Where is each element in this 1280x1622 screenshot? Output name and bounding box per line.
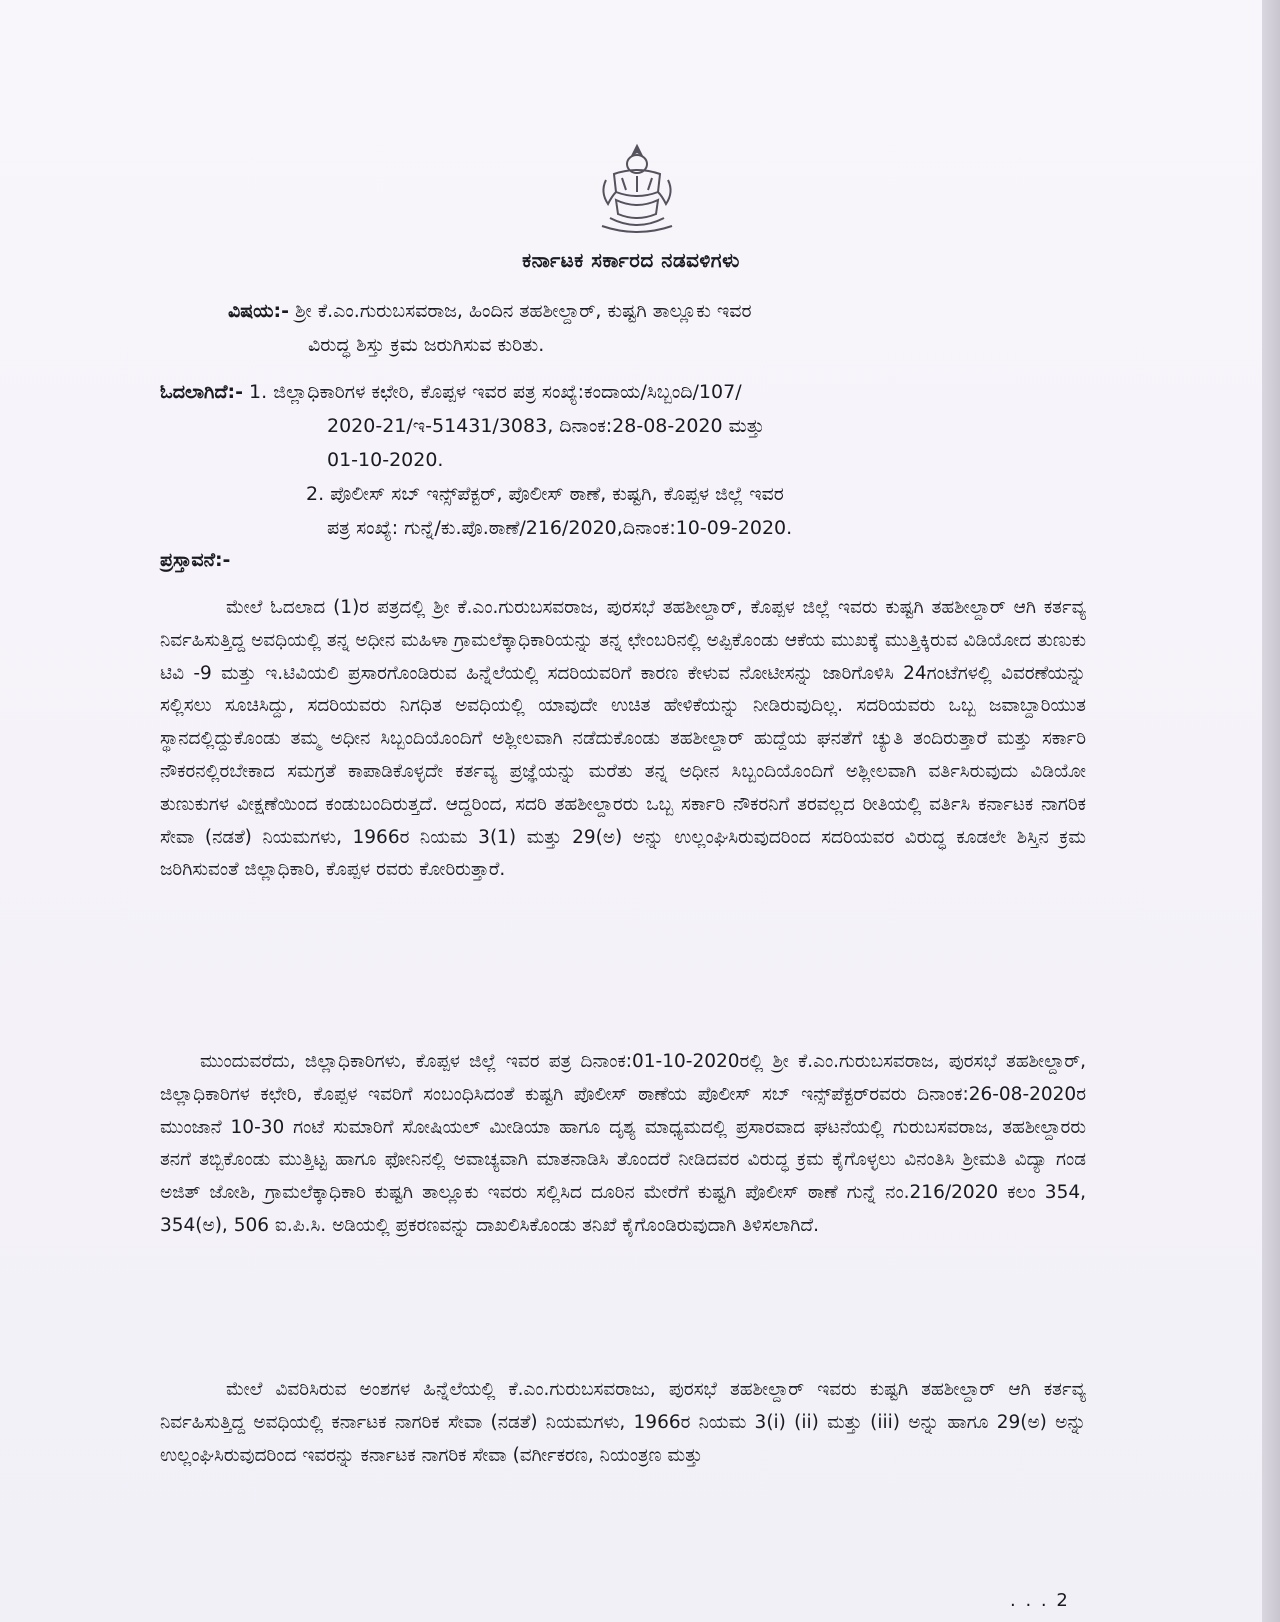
references-block [160,375,1060,545]
subject-line-2: ವಿರುದ್ಧ ಶಿಸ್ತು ಕ್ರಮ ಜರುಗಿಸುವ ಕುರಿತು. [308,334,545,356]
reference-1-line-1 [160,375,1060,409]
preamble-label: ಪ್ರಸ್ತಾವನೆ:- [160,549,231,571]
preamble-paragraph-3: ಮೇಲೆ ವಿವರಿಸಿರುವ ಅಂಶಗಳ ಹಿನ್ನೆಲೆಯಲ್ಲಿ ಕೆ.ಎಂ.ಗುರುಬಸವರಾಜು, ಪುರಸಭೆ ತಹಶೀಲ್ದಾರ್ ಇವರು ಕುಷ್ಟಗಿ ತಹಶೀಲ್ದಾರ್ ಆಗಿ ಕರ್ತವ್ಯ ನಿರ್ವಹಿಸುತ್ತಿದ್ದ ಅವಧಿಯಲ್ಲಿ ಕರ್ನಾಟಕ ನಾಗರಿಕ ಸೇವಾ (ನಡತೆ) ನಿಯಮಗಳು, 1966ರ ನಿಯಮ 3(i) (ii) ಮತ್ತು (iii) ಅನ್ನು ಹಾಗೂ 29(ಅ) ಅನ್ನು ಉಲ್ಲಂಘಿಸಿರುವುದರಿಂದ ಇವರನ್ನು ಕರ್ನಾಟಕ ನಾಗರಿಕ ಸೇವಾ (ವರ್ಗೀಕರಣ, ನಿಯಂತ್ರಣ ಮತ್ತು [160,1379,1086,1466]
reference-1-line-3: 01-10-2020. [327,449,444,471]
page-edge-shadow [1262,0,1280,1622]
subject-line-1: ಶ್ರೀ ಕೆ.ಎಂ.ಗುರುಬಸವರಾಜ, ಹಿಂದಿನ ತಹಶೀಲ್ದಾರ್, ಕುಷ್ಟಗಿ ತಾಲ್ಲೂಕು ಇವರ [295,300,752,322]
preamble-paragraph-1: ಮೇಲೆ ಓದಲಾದ (1)ರ ಪತ್ರದಲ್ಲಿ ಶ್ರೀ ಕೆ.ಎಂ.ಗುರುಬಸವರಾಜ, ಪುರಸಭೆ ತಹಶೀಲ್ದಾರ್, ಕೊಪ್ಪಳ ಜಿಲ್ಲೆ ಇವರು ಕುಷ್ಟಗಿ ತಹಶೀಲ್ದಾರ್ ಆಗಿ ಕರ್ತವ್ಯ ನಿರ್ವಹಿಸುತ್ತಿದ್ದ ಅವಧಿಯಲ್ಲಿ ತನ್ನ ಅಧೀನ ಮಹಿಳಾ ಗ್ರಾಮಲೆಕ್ಕಾಧಿಕಾರಿಯನ್ನು ತನ್ನ ಛೇಂಬರಿನಲ್ಲಿ ಅಪ್ಪಿಕೊಂಡು ಆಕೆಯ ಮುಖಕ್ಕೆ ಮುತ್ತಿಕ್ಕಿರುವ ವಿಡಿಯೋದ ತುಣುಕು ಟಿವಿ -9 ಮತ್ತು ಇ.ಟಿವಿಯಲಿ ಪ್ರಸಾರಗೊಂಡಿರುವ ಹಿನ್ನೆಲೆಯಲ್ಲಿ ಸದರಿಯವರಿಗೆ ಕಾರಣ ಕೇಳುವ ನೋಟೀಸನ್ನು ಜಾರಿಗೊಳಿಸಿ 24ಗಂಟೆಗಳಲ್ಲಿ ವಿವರಣೆಯನ್ನು ಸಲ್ಲಿಸಲು ಸೂಚಿಸಿದ್ದು, ಸದರಿಯವರು ನಿಗಧಿತ ಅವಧಿಯಲ್ಲಿ ಯಾವುದೇ ಉಚಿತ ಹೇಳಿಕೆಯನ್ನು ನೀಡಿರುವುದಿಲ್ಲ. ಸದರಿಯವರು ಒಬ್ಬ ಜವಾಬ್ದಾರಿಯುತ ಸ್ಥಾನದಲ್ಲಿದ್ದುಕೊಂಡು ತಮ್ಮ ಅಧೀನ ಸಿಬ್ಬಂದಿಯೊಂದಿಗೆ ಅಶ್ಲೀಲವಾಗಿ ನಡೆದುಕೊಂಡು ತಹಶೀಲ್ದಾರ್ ಹುದ್ದೆಯ ಘನತೆಗೆ ಚ್ಯುತಿ ತಂದಿರುತ್ತಾರೆ ಮತ್ತು ಸರ್ಕಾರಿ ನೌಕರನಲ್ಲಿರಬೇಕಾದ ಸಮಗ್ರತೆ ಕಾಪಾಡಿಕೊಳ್ಳದೇ ಕರ್ತವ್ಯ ಪ್ರಜ್ಞೆಯನ್ನು ಮರೆತು ತನ್ನ ಅಧೀನ ಸಿಬ್ಬಂದಿಯೊಂದಿಗೆ ಅಶ್ಲೀಲವಾಗಿ ವರ್ತಿಸಿರುವುದು ವಿಡಿಯೋ ತುಣುಕುಗಳ ವೀಕ್ಷಣೆಯಿಂದ ಕಂಡುಬಂದಿರುತ್ತದೆ. ಆದ್ದರಿಂದ, ಸದರಿ ತಹಶೀಲ್ದಾರರು ಒಬ್ಬ ಸರ್ಕಾರಿ ನೌಕರನಿಗೆ ತರವಲ್ಲದ ರೀತಿಯಲ್ಲಿ ವರ್ತಿಸಿ ಕರ್ನಾಟಕ ನಾಗರಿಕ ಸೇವಾ (ನಡತೆ) ನಿಯಮಗಳು, 1966ರ ನಿಯಮ 3(1) ಮತ್ತು 29(ಅ) ಅನ್ನು ಉಲ್ಲಂಘಿಸಿರುವುದರಿಂದ ಸದರಿಯವರ ವಿರುದ್ಧ ಕೂಡಲೇ ಶಿಸ್ತಿನ ಕ್ರಮ ಜರಿಗಿಸುವಂತೆ ಜಿಲ್ಲಾಧಿಕಾರಿ, ಕೊಪ್ಪಳ ರವರು ಕೋರಿರುತ್ತಾರೆ. [160,597,1086,881]
reference-2-line-1: 2. ಪೊಲೀಸ್ ಸಬ್ ಇನ್ಸ್‌ಪೆಕ್ಟರ್, ಪೊಲೀಸ್ ಠಾಣೆ, ಕುಷ್ಟಗಿ, ಕೊಪ್ಪಳ ಜಿಲ್ಲೆ ಇವರ [306,483,784,505]
state-emblem [592,140,682,238]
page-continuation-marker: . . . 2 [1010,1590,1070,1611]
references-label: ಓದಲಾಗಿದೆ:- [160,381,243,403]
subject-label: ವಿಷಯ:- [228,300,290,322]
reference-1-text: 1. ಜಿಲ್ಲಾಧಿಕಾರಿಗಳ ಕಛೇರಿ, ಕೊಪ್ಪಳ ಇವರ ಪತ್ರ ಸಂಖ್ಯೆ:ಕಂದಾಯ/ಸಿಬ್ಬಂದಿ/107/ [249,381,742,403]
document-heading: ಕರ್ನಾಟಕ ಸರ್ಕಾರದ ನಡವಳಿಗಳು [522,248,740,272]
reference-2-line-2: ಪತ್ರ ಸಂಖ್ಯೆ: ಗುನ್ನೆ/ಕು.ಪೊ.ಠಾಣೆ/216/2020,ದಿನಾಂಕ:10-09-2020. [327,517,793,539]
reference-1-line-2: 2020-21/ಇ-51431/3083, ದಿನಾಂಕ:28-08-2020 ಮತ್ತು [327,415,765,437]
preamble-paragraph-2: ಮುಂದುವರೆದು, ಜಿಲ್ಲಾಧಿಕಾರಿಗಳು, ಕೊಪ್ಪಳ ಜಿಲ್ಲೆ ಇವರ ಪತ್ರ ದಿನಾಂಕ:01-10-2020ರಲ್ಲಿ ಶ್ರೀ ಕೆ.ಎಂ.ಗುರುಬಸವರಾಜ, ಪುರಸಭೆ ತಹಶೀಲ್ದಾರ್, ಜಿಲ್ಲಾಧಿಕಾರಿಗಳ ಕಛೇರಿ, ಕೊಪ್ಪಳ ಇವರಿಗೆ ಸಂಬಂಧಿಸಿದಂತೆ ಕುಷ್ಟಗಿ ಪೊಲೀಸ್ ಠಾಣೆಯ ಪೊಲೀಸ್ ಸಬ್ ಇನ್ಸ್‌ಪೆಕ್ಟರ್‌ರವರು ದಿನಾಂಕ:26-08-2020ರ ಮುಂಜಾನೆ 10-30 ಗಂಟೆ ಸುಮಾರಿಗೆ ಸೋಷಿಯಲ್ ಮೀಡಿಯಾ ಹಾಗೂ ದೃಶ್ಯ ಮಾಧ್ಯಮದಲ್ಲಿ ಪ್ರಸಾರವಾದ ಘಟನೆಯಲ್ಲಿ ಗುರುಬಸವರಾಜ, ತಹಶೀಲ್ದಾರರು ತನಗೆ ತಬ್ಬಿಕೊಂಡು ಮುತ್ತಿಟ್ಟ ಹಾಗೂ ಫೋನಿನಲ್ಲಿ ಅವಾಚ್ಯವಾಗಿ ಮಾತನಾಡಿಸಿ ತೊಂದರೆ ನೀಡಿದವರ ವಿರುದ್ಧ ಕ್ರಮ ಕೈಗೊಳ್ಳಲು ವಿನಂತಿಸಿ ಶ್ರೀಮತಿ ವಿದ್ಯಾ ಗಂಡ ಅಜಿತ್ ಜೋಶಿ, ಗ್ರಾಮಲೆಕ್ಕಾಧಿಕಾರಿ ಕುಷ್ಟಗಿ ತಾಲ್ಲೂಕು ಇವರು ಸಲ್ಲಿಸಿದ ದೂರಿನ ಮೇರೆಗೆ ಕುಷ್ಟಗಿ ಪೊಲೀಸ್ ಠಾಣೆ ಗುನ್ನೆ ನಂ.216/2020 ಕಲಂ 354, 354(ಅ), 506 ಐ.ಪಿ.ಸಿ. ಅಡಿಯಲ್ಲಿ ಪ್ರಕರಣವನ್ನು ದಾಖಲಿಸಿಕೊಂಡು ತನಿಖೆ ಕೈಗೊಂಡಿರುವುದಾಗಿ ತಿಳಿಸಲಾಗಿದೆ. [160,1051,1086,1236]
subject-block [228,294,1048,362]
